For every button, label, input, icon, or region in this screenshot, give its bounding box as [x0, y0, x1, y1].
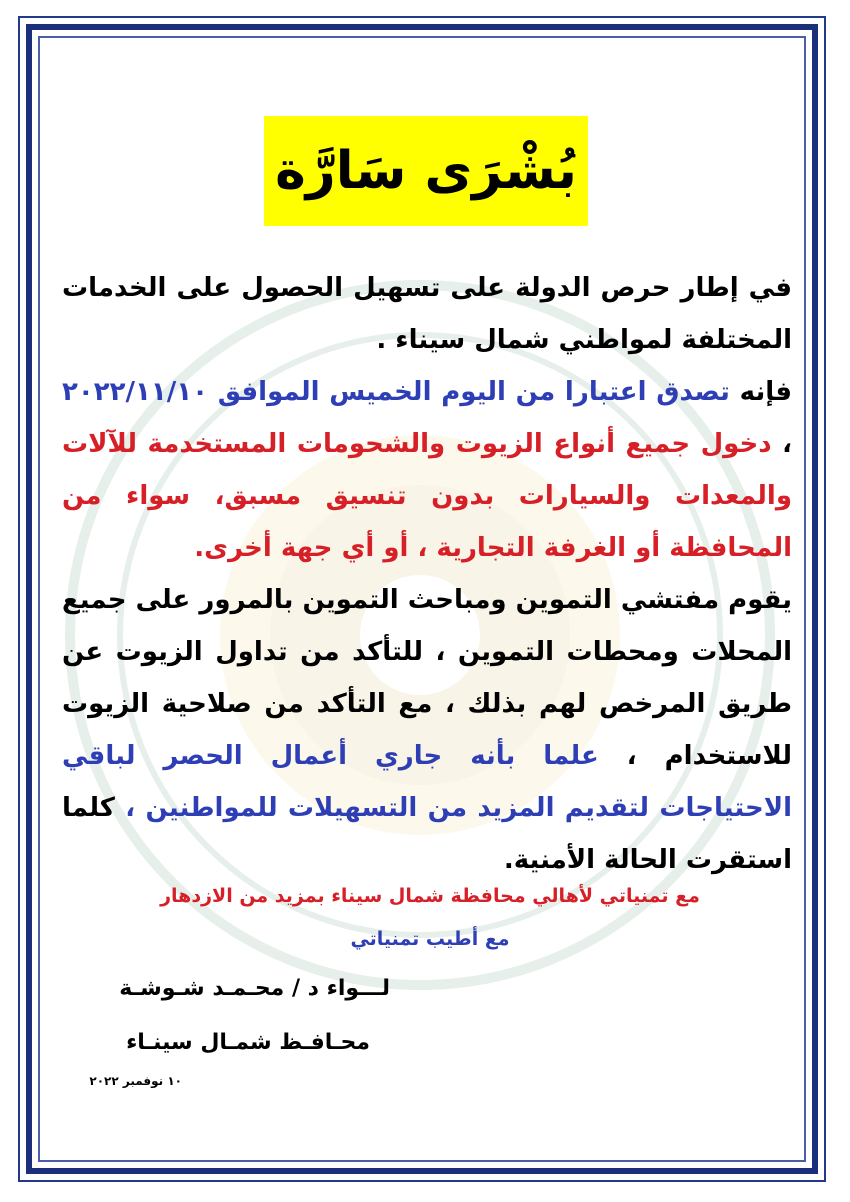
- decision-paragraph: [62, 366, 792, 574]
- document-date: ١٠ نوفمبر ٢٠٢٢: [89, 1074, 182, 1088]
- signature-name: لـــواء د / محـمـد شـوشـة: [119, 976, 390, 1001]
- oil-entry-text: دخول جميع أنواع الزيوت والشحومات المستخدمة للآلات والمعدات والسيارات بدون تنسيق مسبق، سواء من المحافظة أو الغرفة التجارية ، أو أي جهة أخرى.: [62, 429, 792, 563]
- inspection-paragraph: [62, 574, 792, 886]
- best-wishes-line: مع أطيب تمنياتي: [350, 928, 510, 950]
- page-title: بُشْرَى سَارَّة: [275, 141, 577, 201]
- survey-note-text: علما بأنه جاري أعمال الحصر لباقي الاحتياجات لتقديم المزيد من التسهيلات للمواطنين ،: [62, 741, 792, 823]
- intro-paragraph: في إطار حرص الدولة على تسهيل الحصول على الخدمات المختلفة لمواطني شمال سيناء .: [62, 273, 792, 355]
- decision-lead: فإنه: [729, 377, 792, 407]
- title-banner: [264, 116, 588, 226]
- security-condition-text: كلما استقرت الحالة الأمنية.: [62, 793, 792, 875]
- signature-title: محـافـظ شمـال سينـاء: [126, 1030, 370, 1055]
- wishes-line: مع تمنياتي لأهالي محافظة شمال سيناء بمزيد من الازدهار: [160, 885, 700, 907]
- effective-date-text: تصدق اعتبارا من اليوم الخميس الموافق ٢٠٢٢/١١/١٠: [62, 377, 730, 407]
- decision-separator: ،: [771, 429, 793, 459]
- announcement-body: [62, 262, 792, 886]
- inspection-text: يقوم مفتشي التموين ومباحث التموين بالمرور على جميع المحلات ومحطات التموين ، للتأكد من تداول الزيوت عن طريق المرخص لهم بذلك ، مع التأكد من صلاحية الزيوت للاستخدام ،: [62, 585, 793, 771]
